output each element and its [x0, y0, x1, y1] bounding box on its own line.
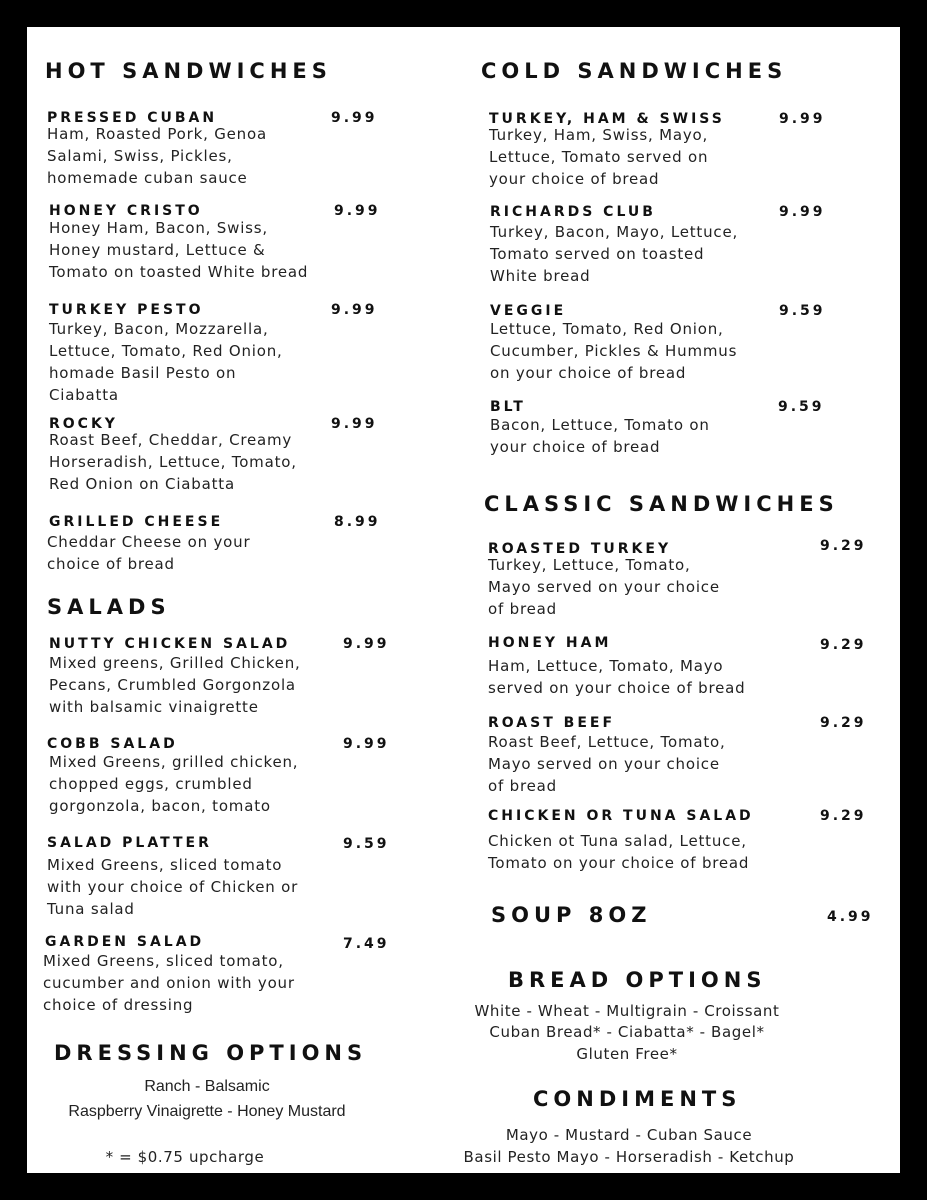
- menu-item-name: HONEY HAM: [488, 635, 612, 651]
- menu-item-price: 9.99: [779, 111, 826, 127]
- cold-sandwiches-heading: COLD SANDWICHES: [481, 59, 788, 83]
- menu-item-description: Chicken ot Tuna salad, Lettuce, Tomato on your choice of bread: [488, 832, 750, 872]
- bread-options-heading: BREAD OPTIONS: [508, 968, 767, 992]
- menu-item-name: HONEY CRISTO: [49, 203, 203, 219]
- menu-item-name: RICHARDS CLUB: [490, 204, 656, 220]
- menu-item-description: Roast Beef, Cheddar, Creamy Horseradish, Lettuce, Tomato, Red Onion on Ciabatta: [49, 431, 297, 493]
- soup-heading: SOUP 8OZ: [491, 903, 652, 927]
- menu-item-name: ROASTED TURKEY: [488, 541, 672, 557]
- menu-item-description: Lettuce, Tomato, Red Onion, Cucumber, Pickles & Hummus on your choice of bread: [490, 320, 738, 382]
- menu-item-name: COBB SALAD: [47, 736, 178, 752]
- menu-item-name: PRESSED CUBAN: [47, 110, 218, 126]
- menu-item-price: 7.49: [343, 936, 390, 952]
- menu-item-name: BLT: [490, 399, 526, 415]
- condiments-line: Basil Pesto Mayo - Horseradish - Ketchup: [463, 1148, 795, 1166]
- menu-item-description: Roast Beef, Lettuce, Tomato, Mayo served on your choice of bread: [488, 733, 726, 795]
- menu-item-name: SALAD PLATTER: [47, 835, 212, 851]
- menu-item-price: 8.99: [334, 514, 381, 530]
- menu-item-description: Mixed greens, Grilled Chicken, Pecans, Crumbled Gorgonzola with balsamic vinaigrette: [49, 654, 301, 716]
- menu-item-price: 9.59: [778, 399, 825, 415]
- hot-sandwiches-heading: HOT SANDWICHES: [45, 59, 332, 83]
- salads-heading: SALADS: [47, 595, 171, 619]
- menu-item-description: Ham, Roasted Pork, Genoa Salami, Swiss, Pickles, homemade cuban sauce: [47, 125, 267, 187]
- menu-item-description: Mixed Greens, sliced tomato, cucumber and onion with your choice of dressing: [43, 952, 295, 1014]
- menu-item-price: 9.99: [343, 636, 390, 652]
- menu-item-name: TURKEY PESTO: [49, 302, 204, 318]
- dressing-line: Ranch - Balsamic: [144, 1078, 270, 1095]
- menu-item-description: Turkey, Bacon, Mozzarella, Lettuce, Tomato, Red Onion, homade Basil Pesto on Ciabatta: [49, 320, 283, 404]
- dressing-options-heading: DRESSING OPTIONS: [54, 1041, 368, 1065]
- menu-item-price: 9.29: [820, 715, 867, 731]
- bread-line: Gluten Free*: [576, 1045, 678, 1063]
- menu-item-price: 9.99: [779, 204, 826, 220]
- menu-item-description: Bacon, Lettuce, Tomato on your choice of bread: [490, 416, 710, 456]
- menu-item-name: GARDEN SALAD: [45, 934, 205, 950]
- menu-item-name: TURKEY, HAM & SWISS: [489, 111, 725, 127]
- menu-item-price: 9.29: [820, 637, 867, 653]
- menu-item-description: Turkey, Ham, Swiss, Mayo, Lettuce, Tomato served on your choice of bread: [489, 126, 709, 188]
- menu-item-price: 9.29: [820, 538, 867, 554]
- menu-item-description: Turkey, Lettuce, Tomato, Mayo served on your choice of bread: [488, 556, 720, 618]
- menu-item-price: 9.99: [334, 203, 381, 219]
- menu-item-description: Cheddar Cheese on your choice of bread: [47, 533, 251, 573]
- menu-item-description: Ham, Lettuce, Tomato, Mayo served on your choice of bread: [488, 657, 746, 697]
- dressing-line: Raspberry Vinaigrette - Honey Mustard: [68, 1103, 346, 1120]
- menu-item-price: 9.99: [331, 416, 378, 432]
- menu-item-price: 9.59: [779, 303, 826, 319]
- menu-item-price: 9.99: [331, 302, 378, 318]
- menu-item-name: VEGGIE: [490, 303, 567, 319]
- menu-item-price: 9.99: [331, 110, 378, 126]
- menu-item-name: CHICKEN OR TUNA SALAD: [488, 808, 754, 824]
- upcharge-note: * = $0.75 upcharge: [105, 1148, 265, 1166]
- menu-item-price: 9.59: [343, 836, 390, 852]
- menu-item-description: Mixed Greens, grilled chicken, chopped eggs, crumbled gorgonzola, bacon, tomato: [49, 753, 299, 815]
- classic-sandwiches-heading: CLASSIC SANDWICHES: [484, 492, 839, 516]
- menu-item-description: Turkey, Bacon, Mayo, Lettuce, Tomato served on toasted White bread: [490, 223, 739, 285]
- menu-item-price: 9.99: [343, 736, 390, 752]
- menu-item-description: Honey Ham, Bacon, Swiss, Honey mustard, Lettuce & Tomato on toasted White bread: [49, 219, 309, 281]
- soup-price: 4.99: [827, 909, 874, 925]
- menu-item-name: GRILLED CHEESE: [49, 514, 224, 530]
- condiments-line: Mayo - Mustard - Cuban Sauce: [505, 1126, 753, 1144]
- condiments-heading: CONDIMENTS: [533, 1087, 742, 1111]
- menu-item-name: ROCKY: [49, 416, 118, 432]
- menu-item-price: 9.29: [820, 808, 867, 824]
- menu-item-name: ROAST BEEF: [488, 715, 616, 731]
- bread-line: Cuban Bread* - Ciabatta* - Bagel*: [489, 1023, 765, 1041]
- bread-line: White - Wheat - Multigrain - Croissant: [474, 1002, 780, 1020]
- menu-item-name: NUTTY CHICKEN SALAD: [49, 636, 291, 652]
- menu-item-description: Mixed Greens, sliced tomato with your choice of Chicken or Tuna salad: [47, 856, 299, 918]
